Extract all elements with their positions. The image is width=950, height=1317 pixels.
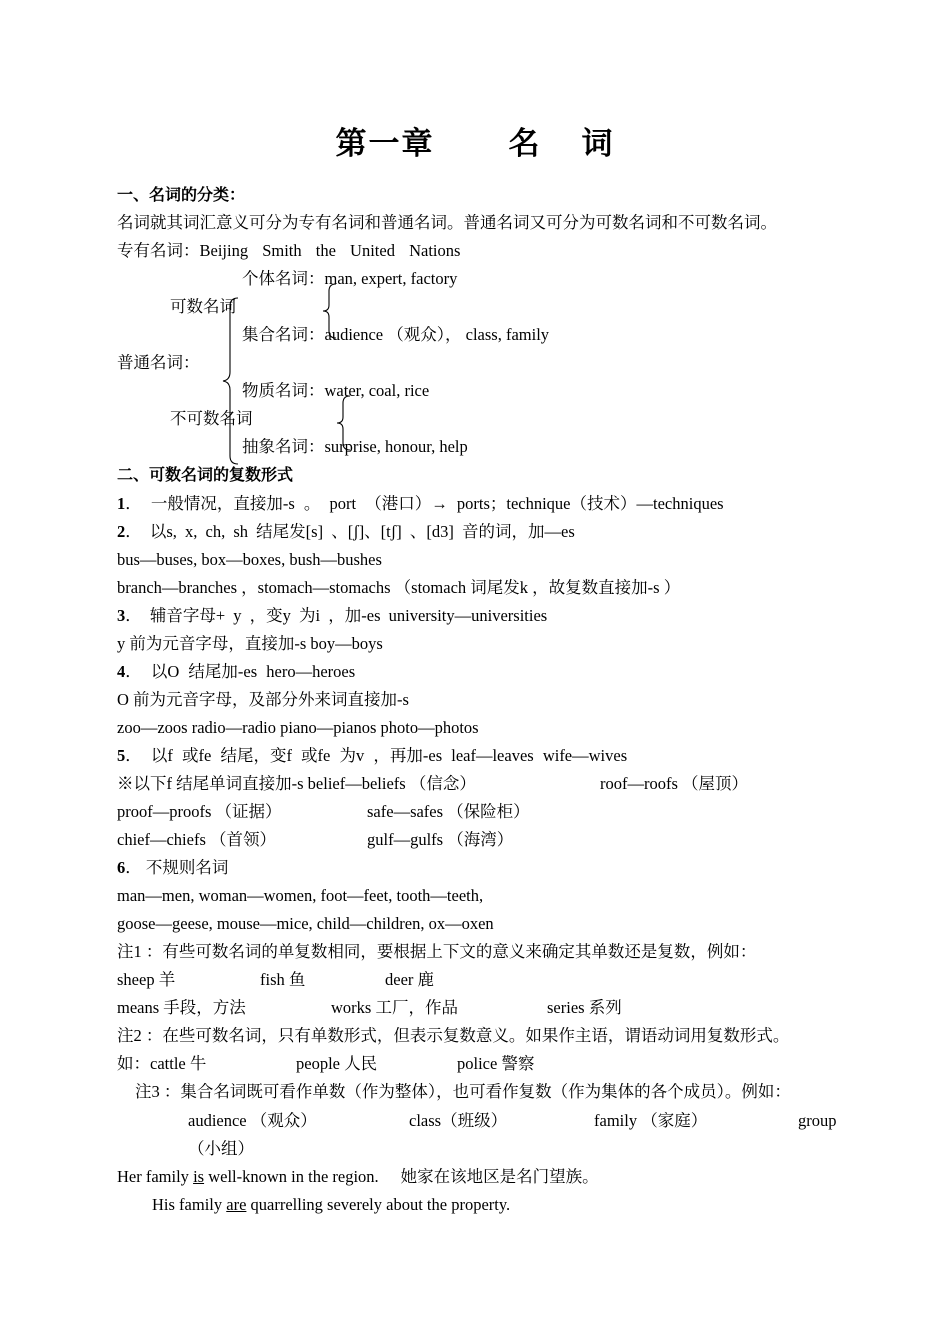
sentence-text: well-known in the region. — [204, 1167, 379, 1186]
chapter-number: 第一章 — [335, 126, 435, 162]
rule-text: ． 以O 结尾加-es hero—heroes — [125, 662, 356, 681]
rule-2-example-1: bus—buses, box—boxes, bush—bushes — [117, 550, 382, 569]
rule-2 — [117, 522, 575, 542]
rule-number: 3 — [117, 606, 126, 625]
proper-noun-row — [117, 241, 460, 261]
section-heading-1: 一、名词的分类： — [117, 185, 246, 204]
sentence-text: Her family — [117, 1167, 194, 1186]
brace-common — [223, 298, 238, 464]
rule-number: 4 — [117, 662, 126, 681]
common-noun-label: 普通名词： — [117, 353, 200, 372]
uncountable-noun-label: 不可数名词 — [170, 409, 253, 428]
rule-number: 1 — [117, 494, 126, 513]
individual-noun-label: 个体名词： — [242, 269, 325, 288]
rule-text: ． 不规则名词 — [125, 858, 229, 877]
individual-noun-examples: man, expert, factory — [324, 269, 458, 288]
proper-noun-examples: Beijing Smith the United Nations — [199, 241, 461, 260]
verb-singular: is — [193, 1167, 205, 1186]
rule-text: ． 以s, x, ch, sh 结尾发[s] 、[ʃ]、[tʃ] 、[d3] 音的词，加—es — [125, 522, 575, 541]
abstract-noun-label: 抽象名词： — [242, 437, 325, 456]
note-1-fish: fish 鱼 — [260, 970, 306, 989]
rule-5-note-roof: roof—roofs （屋顶） — [600, 774, 749, 793]
rule-number: 6 — [117, 858, 126, 877]
abstract-noun-row — [242, 437, 468, 457]
example-sentence-1 — [117, 1167, 599, 1187]
example-sentence-2 — [152, 1195, 510, 1215]
note-3: 注3 ：集合名词既可看作单数（作为整体），也可看作复数（作为集体的各个成员）。例如： — [135, 1082, 791, 1101]
collective-noun-label: 集合名词： — [242, 325, 325, 344]
rule-4-example-1: O 前为元音字母，及部分外来词直接加-s — [117, 690, 409, 709]
sentence-translation: 她家在该地区是名门望族。 — [400, 1167, 599, 1186]
countable-noun-label: 可数名词 — [170, 297, 236, 316]
title-char-2: 词 — [581, 126, 615, 162]
rule-5-example-proof: proof—proofs （证据） — [117, 802, 282, 821]
note-2-people: people 人民 — [296, 1054, 378, 1073]
collective-noun-examples: audience （观众）， class, family — [324, 325, 550, 344]
section-1-intro: 名词就其词汇意义可分为专有名词和普通名词。普通名词又可分为可数名词和不可数名词。 — [117, 213, 777, 232]
rule-5-note: ※以下f 结尾单词直接加-s belief—beliefs （信念） — [117, 774, 476, 793]
note-2-police: police 警察 — [457, 1054, 535, 1073]
individual-noun-row — [242, 269, 457, 289]
rule-5-example-chief: chief—chiefs （首领） — [117, 830, 276, 849]
note-3-class: class（班级） — [409, 1111, 508, 1130]
note-1-deer: deer 鹿 — [385, 970, 435, 989]
rule-4 — [117, 662, 355, 682]
rule-5-example-gulf: gulf—gulfs （海湾） — [367, 830, 514, 849]
rule-number: 5 — [117, 746, 126, 765]
note-1: 注1 ：有些可数名词的单复数相同，要根据上下文的意义来确定其单数还是复数，例如： — [117, 942, 757, 961]
rule-3-example: y 前为元音字母，直接加-s boy—boys — [117, 634, 383, 653]
rule-text: ． 以f 或fe 结尾，变f 或fe 为v ，再加-es leaf—leaves wife—wives — [125, 746, 628, 765]
note-1-sheep: sheep 羊 — [117, 970, 176, 989]
verb-plural: are — [226, 1195, 247, 1214]
rule-2-example-2: branch—branches ，stomach—stomachs （stomach 词尾发k ，故复数直接加-s ） — [117, 578, 681, 597]
rule-1 — [117, 494, 724, 514]
note-1-means: means 手段，方法 — [117, 998, 246, 1017]
rule-6 — [117, 858, 228, 878]
rule-number: 2 — [117, 522, 126, 541]
rule-5 — [117, 746, 627, 766]
rule-text: ． 一般情况，直接加-s 。 port （港口）→ ports；technique（技术）—techniques — [125, 494, 724, 513]
collective-noun-row — [242, 325, 549, 345]
rule-6-example-2: goose—geese, mouse—mice, child—children, ox—oxen — [117, 914, 494, 933]
note-3-audience: audience （观众） — [188, 1111, 317, 1130]
rule-3 — [117, 606, 547, 626]
page-title — [0, 118, 950, 163]
proper-noun-label: 专有名词： — [117, 241, 200, 260]
section-heading-2: 二、可数名词的复数形式 — [117, 465, 294, 484]
abstract-noun-examples: surprise, honour, help — [324, 437, 468, 456]
material-noun-row — [242, 381, 429, 401]
note-3-group: group — [798, 1111, 837, 1130]
rule-text: ． 辅音字母+ y ，变y 为i ，加-es university—universities — [125, 606, 548, 625]
title-char-1: 名 — [508, 126, 542, 162]
note-2-cattle: 如：cattle 牛 — [117, 1054, 207, 1073]
note-2: 注2 ：在些可数名词，只有单数形式，但表示复数意义。如果作主语，谓语动词用复数形式。 — [117, 1026, 790, 1045]
material-noun-label: 物质名词： — [242, 381, 325, 400]
rule-6-example-1: man—men, woman—women, foot—feet, tooth—teeth, — [117, 886, 484, 905]
note-1-series: series 系列 — [547, 998, 622, 1017]
rule-4-example-2: zoo—zoos radio—radio piano—pianos photo—photos — [117, 718, 479, 737]
note-3-family: family （家庭） — [594, 1111, 708, 1130]
rule-5-example-safe: safe—safes （保险柜） — [367, 802, 530, 821]
sentence-text: quarrelling severely about the property. — [246, 1195, 511, 1214]
sentence-text: His family — [152, 1195, 227, 1214]
note-3-group-cn: （小组） — [188, 1139, 254, 1158]
material-noun-examples: water, coal, rice — [324, 381, 430, 400]
note-1-works: works 工厂，作品 — [331, 998, 458, 1017]
